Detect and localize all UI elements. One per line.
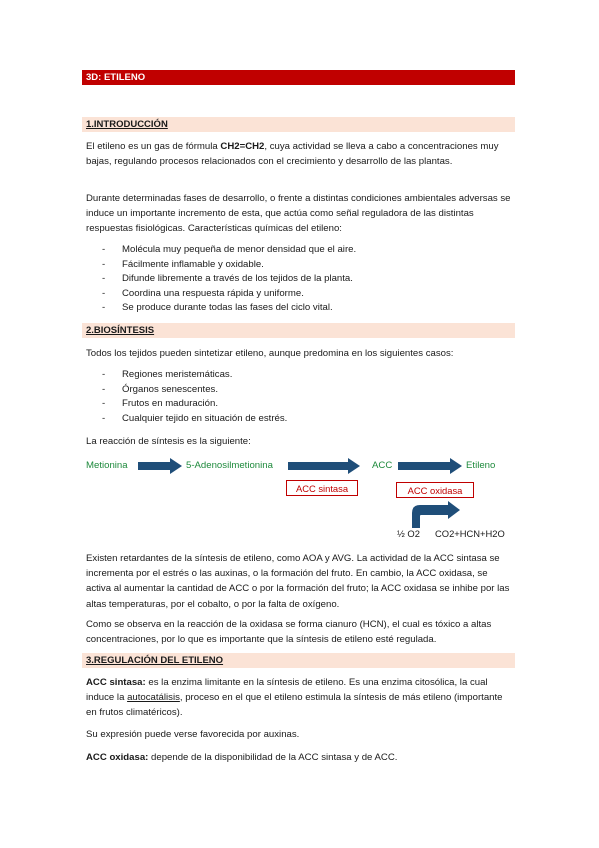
list-item: - Coordina una respuesta rápida y uniforme. [86, 287, 514, 302]
acc-oxidasa-term: ACC oxidasa: [86, 752, 149, 763]
list-item: - Frutos en maduración. [86, 397, 514, 412]
arrow-acc-to-etileno [398, 458, 462, 474]
section-heading-biosintesis: 2.BIOSÍNTESIS [82, 323, 515, 338]
intro-p1-text-a: El etileno es un gas de fórmula [86, 141, 221, 152]
page-title: 3D: ETILENO [82, 70, 515, 85]
reactant-o2: ½ O2 [397, 528, 420, 539]
enzyme-acc-oxidasa: ACC oxidasa [396, 482, 474, 498]
compound-acc: ACC [372, 460, 393, 471]
section-heading-regulacion: 3.REGULACIÓN DEL ETILENO [82, 653, 515, 668]
enzyme-acc-sintasa: ACC sintasa [286, 480, 358, 496]
regulacion-paragraph-1 [86, 675, 514, 721]
biosintesis-paragraph-3: Existen retardantes de la síntesis de etileno, como AOA y AVG. La actividad de la ACC sintasa se incrementa por el estrés o las auxinas, o la formación del fruto. En cambio, la ACC oxidasa, se activa al aumentar la cantidad de ACC o por la formación del fruto; la ACC oxidasa se inhibe por las altas temperaturas, por el cobalto, o por la falta de oxígeno. [86, 553, 510, 610]
arrow-metionina-to-sam [138, 458, 182, 474]
intro-paragraph-2: Durante determinadas fases de desarrollo, o frente a distintas condiciones ambientales adversas se induce un importante incremento de esta, que actúa como señal reguladora de las distintas respuestas fisiológicas. Características químicas del etileno: [86, 193, 511, 235]
ethylene-formula: CH2=CH2 [220, 141, 265, 152]
biosintesis-paragraph-1: Todos los tejidos pueden sintetizar etileno, aunque predomina en los siguientes casos: [86, 348, 454, 359]
regulacion-paragraph-2: Su expresión puede verse favorecida por auxinas. [86, 729, 300, 740]
autocatalisis-term: autocatálisis [127, 692, 180, 704]
section-heading-introduccion: 1.INTRODUCCIÓN [82, 117, 515, 132]
list-item: - Regiones meristemáticas. [86, 368, 514, 383]
compound-metionina: Metionina [86, 460, 128, 471]
acc-sintasa-term: ACC sintasa: [86, 677, 146, 688]
biosintesis-paragraph-2: La reacción de síntesis es la siguiente: [86, 436, 251, 447]
list-item: - Órganos senescentes. [86, 383, 514, 398]
intro-p1-text-b: , cuya actividad se lleva a cabo a concentraciones muy bajas, regulando procesos relacionados con el crecimiento y desarrollo de las plantas. [86, 141, 499, 168]
list-item: - Difunde libremente a través de los tejidos de la planta. [86, 272, 514, 287]
compound-etileno: Etileno [466, 460, 496, 471]
regulacion-p1-text-a: es la enzima limitante en la síntesis de etileno. Es una enzima citosólica, la cual induce la [86, 677, 488, 704]
regulacion-paragraph-3 [86, 750, 514, 765]
list-item: - Cualquier tejido en situación de estrés. [86, 412, 514, 427]
reaction-products: CO2+HCN+H2O [435, 528, 505, 539]
regulacion-p3-text: depende de la disponibilidad de la ACC sintasa y de ACC. [148, 752, 398, 763]
list-item: - Se produce durante todas las fases del ciclo vital. [86, 301, 514, 316]
compound-5-adenosilmetionina: 5-Adenosilmetionina [186, 460, 273, 471]
list-item: - Fácilmente inflamable y oxidable. [86, 258, 514, 273]
regulacion-p1-text-b: , proceso en el que el etileno estimula la síntesis de más etileno (importante en frutos climatéricos). [86, 692, 503, 719]
arrow-oxidation-side-product [412, 501, 460, 528]
biosintesis-paragraph-4: Como se observa en la reacción de la oxidasa se forma cianuro (HCN), el cual es tóxico a altas concentraciones, por lo que es importante que la síntesis de etileno esté regulada. [86, 619, 492, 646]
arrow-sam-to-acc [288, 458, 360, 474]
list-item: - Molécula muy pequeña de menor densidad que el aire. [86, 243, 514, 258]
